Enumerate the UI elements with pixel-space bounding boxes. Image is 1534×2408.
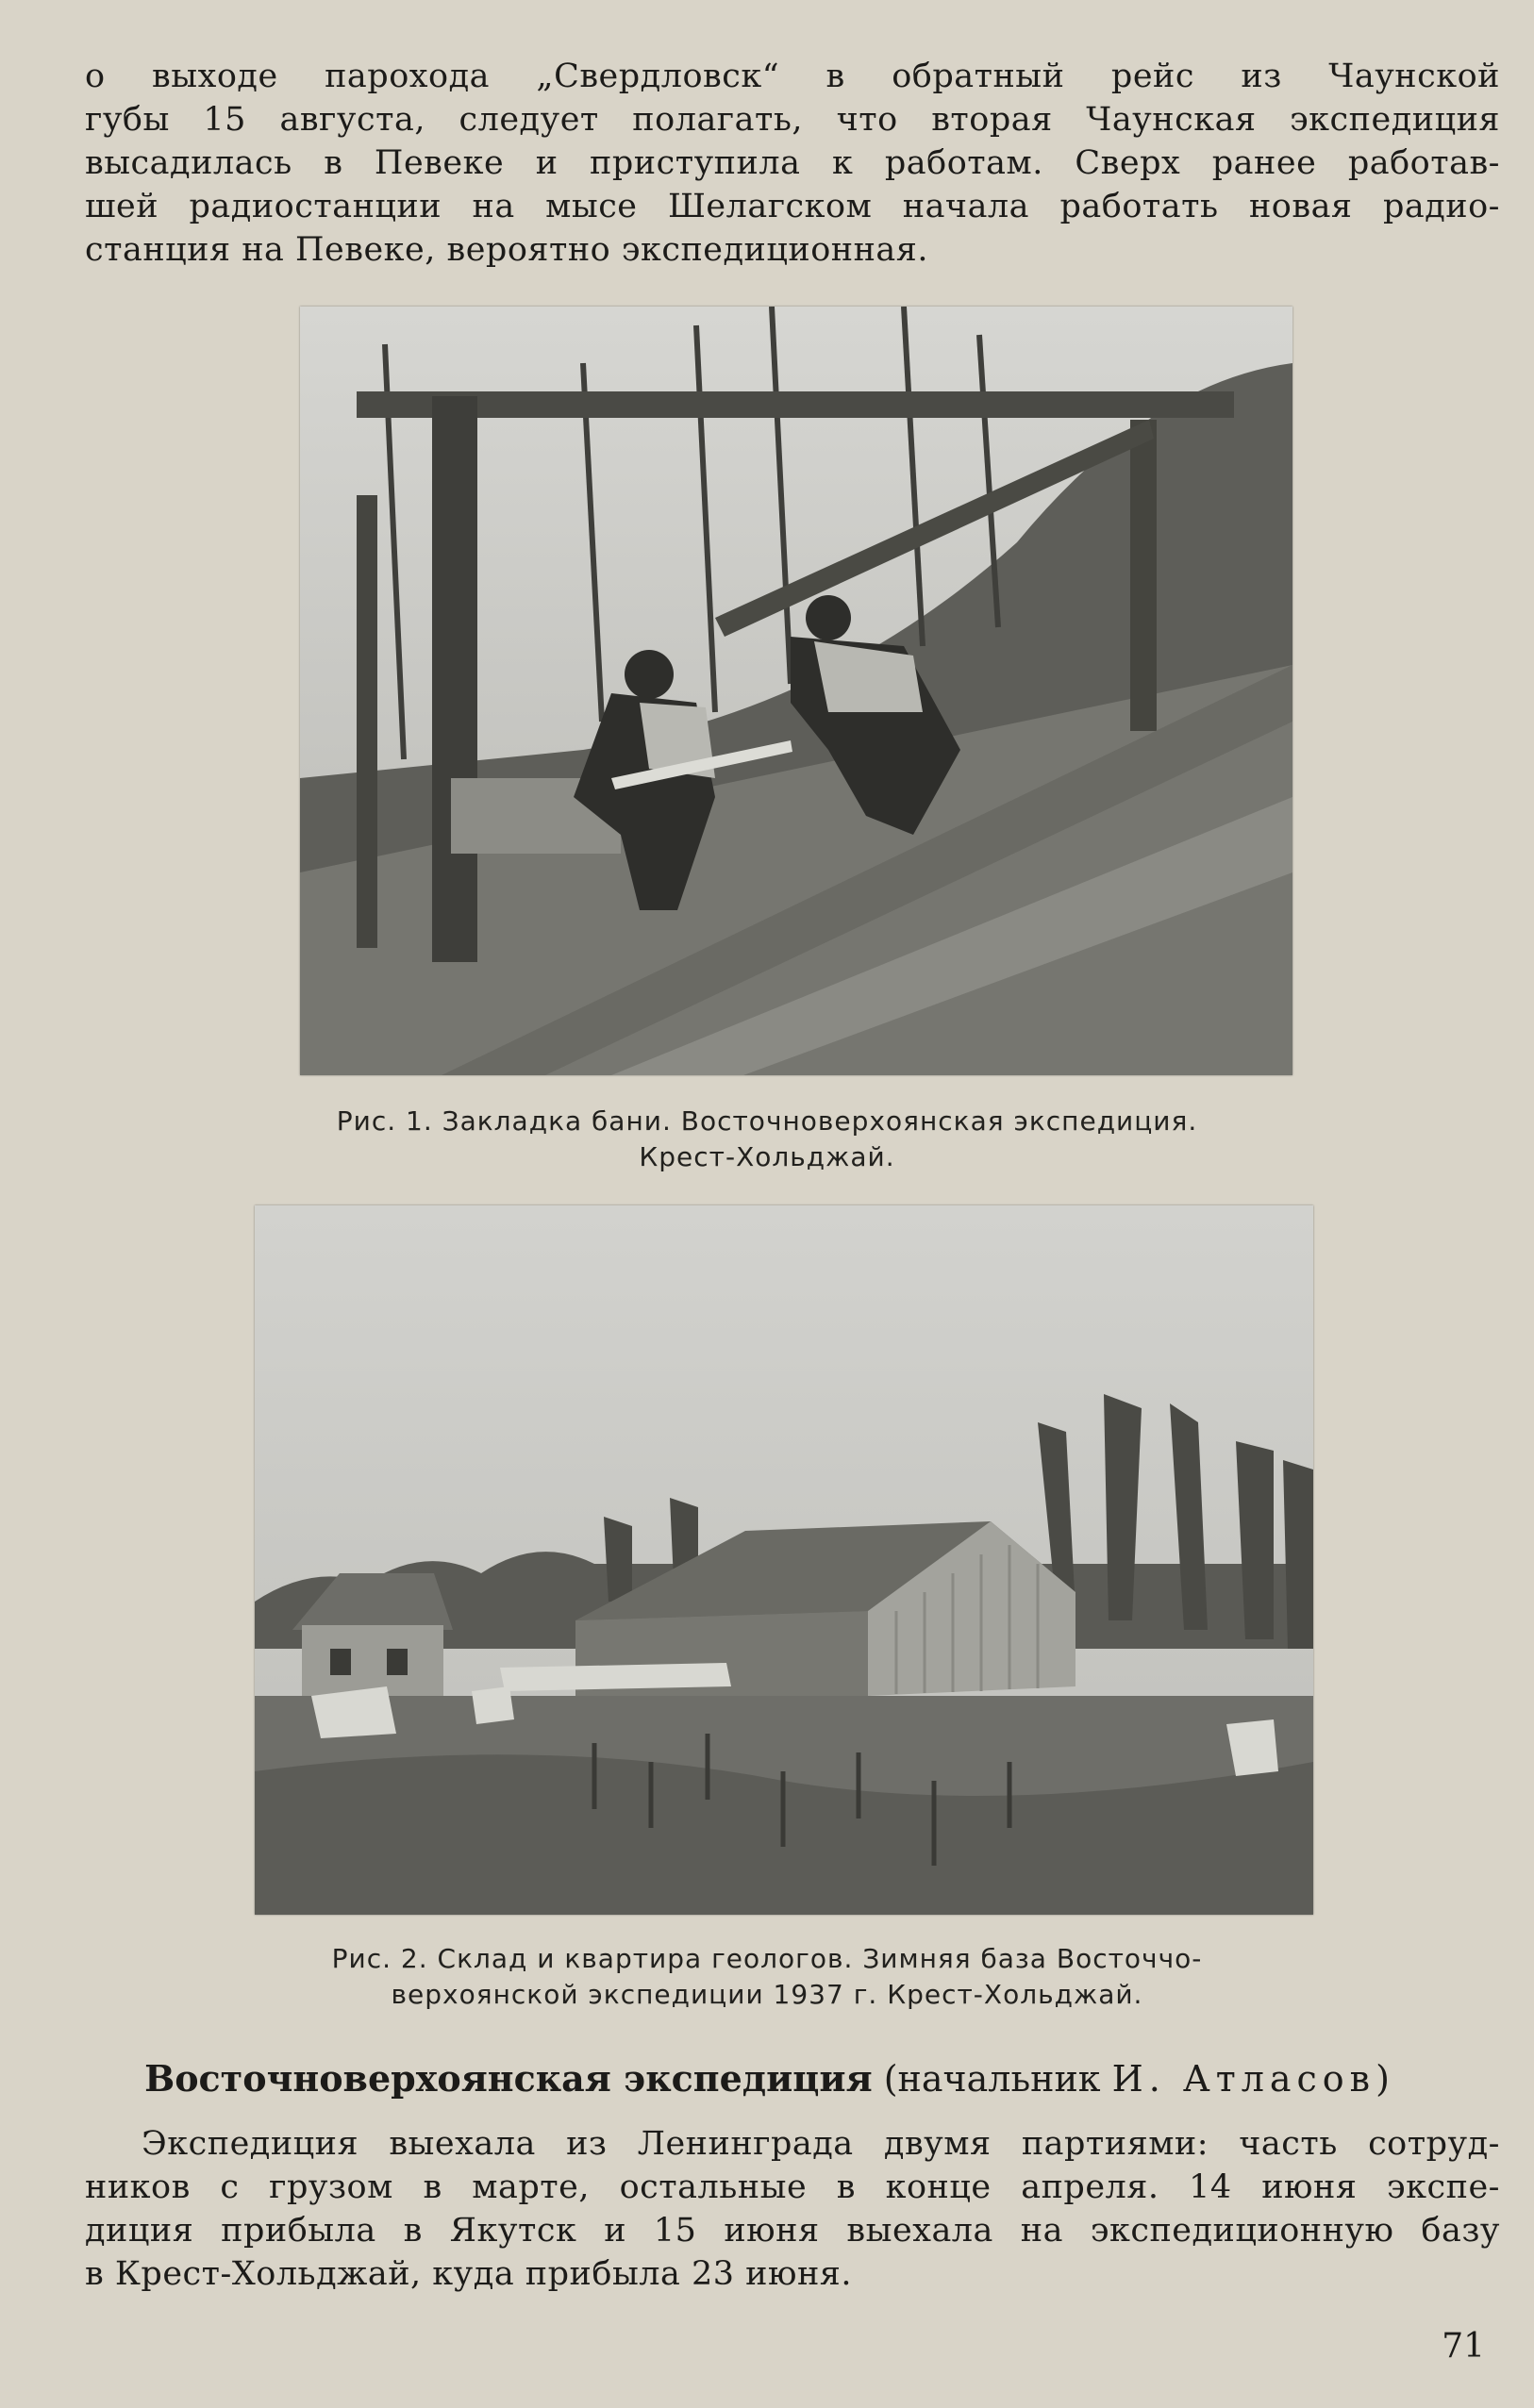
intro-line: о выходе парохода „Свердловск“ в обратный рейс из Чаунской: [85, 58, 1500, 95]
figure-1-illustration: [300, 307, 1292, 1075]
section-heading: [0, 2056, 1534, 2101]
intro-line: шей радиостанции на мысе Шелагском начала работать новая радио-: [85, 188, 1500, 225]
figure-1-caption: [0, 1104, 1534, 1175]
section-title: Восточноверхоянская экспедиция: [144, 2057, 873, 2100]
section-title-close: ): [1376, 2058, 1390, 2100]
figure-2-illustration: [255, 1205, 1313, 1915]
page-number: 71: [1442, 2327, 1485, 2366]
intro-line: губы 15 августа, следует полагать, что вторая Чаунская экспедиция: [85, 101, 1500, 139]
figure-2-caption: [0, 1941, 1534, 2013]
section-line: в Крест-Хольджай, куда прибыла 23 июня.: [85, 2255, 853, 2293]
intro-line: станция на Певеке, вероятно экспедиционная.: [85, 231, 929, 269]
section-title-open: (начальник: [872, 2058, 1112, 2100]
figure-1-photo: [300, 307, 1292, 1075]
intro-paragraph: [85, 55, 1500, 272]
figure-1-caption-line: Рис. 1. Закладка бани. Восточноверхоянская экспедиция.: [336, 1105, 1198, 1137]
section-paragraph: [85, 2122, 1500, 2296]
figure-2-caption-line: Рис. 2. Склад и квартира геологов. Зимняя база Восточчо-: [331, 1943, 1203, 1974]
figure-2-caption-line: верхоянской экспедиции 1937 г. Крест-Хольджай.: [391, 1979, 1143, 2010]
section-line: ников с грузом в марте, остальные в конце апреля. 14 июня экспе-: [85, 2168, 1500, 2206]
expedition-leader-name: И. Атласов: [1111, 2058, 1376, 2100]
section-line: диция прибыла в Якутск и 15 июня выехала на экспедиционную базу: [85, 2212, 1500, 2250]
figure-1-caption-line: Крест-Хольджай.: [639, 1141, 895, 1172]
figure-2-photo: [255, 1205, 1313, 1915]
section-line: Экспедиция выехала из Ленинграда двумя партиями: часть сотруд-: [142, 2125, 1500, 2163]
intro-line: высадилась в Певеке и приступила к работам. Сверх ранее работав-: [85, 144, 1500, 182]
